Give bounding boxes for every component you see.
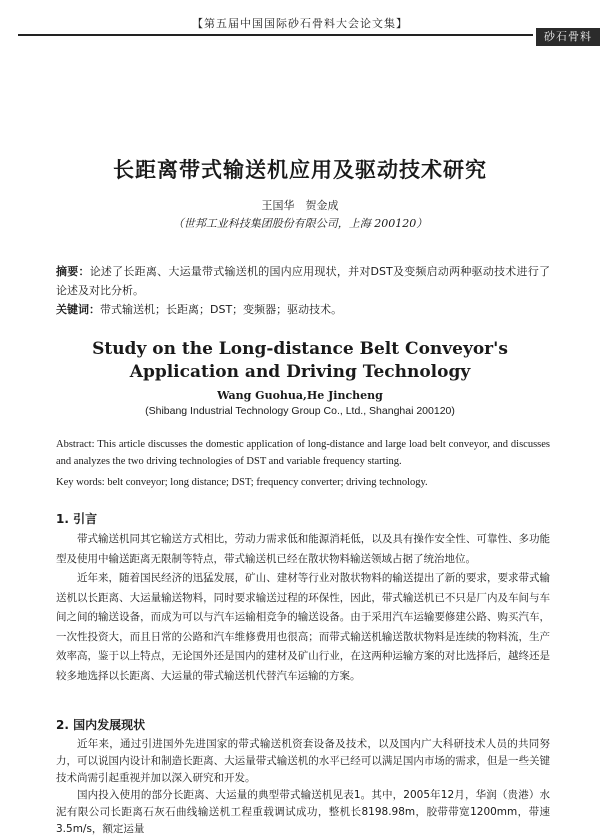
section-1-heading: 1. 引言 [56,512,98,526]
affiliation-en: (Shibang Industrial Technology Group Co., Ltd., Shanghai 200120) [145,405,455,417]
section-2-paragraph: 国内投入使用的部分长距离、大运量的典型带式输送机见表1。其中，2005年12月，华润（贵港）水泥有限公司长距离石灰石曲线输送机工程重载调试成功，整机长8198.98m，胶带带宽1200mm，带速3.5m/s，额定运量 [56,789,550,835]
abstract-cn [56,262,550,300]
abstract-en-label: Abstract: [56,439,95,450]
keywords-en-label: Key words: [56,477,105,488]
abstract-en [56,436,550,470]
section-1-paragraph: 带式输送机同其它输送方式相比，劳动力需求低和能源消耗低，以及具有操作安全性、可靠性、多功能型及使用中输送距离无限制等特点，带式输送机已经在散状物料输送领域占据了统治地位。 [56,533,550,565]
abstract-en-text: This article discusses the domestic application of long-distance and large load belt conveyor, and discusses and analyzes the two driving technologies of DST and variable frequency starting. [56,439,550,467]
abstract-cn-text: 论述了长距离、大运量带式输送机的国内应用现状，并对DST及变频启动两种驱动技术进行了论述及对比分析。 [56,265,550,297]
running-header: 【第五届中国国际砂石骨料大会论文集】 [192,17,408,30]
paper-title-cn: 长距离带式输送机应用及驱动技术研究 [113,158,487,182]
authors-en: Wang Guohua,He Jincheng [217,389,383,402]
section-2-paragraph: 近年来，通过引进国外先进国家的带式输送机资套设备及技术，以及国内广大科研技术人员的共同努力，可以说国内设计和制造长距离、大运量带式输送机的水平已经可以满足国内市场的需求，但是一些关键技术尚需引起重视并加以深入研究和开发。 [56,738,550,784]
keywords-en-text: belt conveyor; long distance; DST; frequency converter; driving technology. [107,477,428,488]
keywords-cn [56,300,550,319]
header-rule [18,34,533,36]
abstract-cn-label: 摘要： [56,265,90,278]
affiliation-cn: （世邦工业科技集团股份有限公司，上海 200120） [172,217,428,230]
keywords-en [56,474,550,491]
keywords-cn-label: 关键词： [56,303,100,316]
section-tag: 砂石骨料 [536,28,600,46]
keywords-cn-text: 带式输送机；长距离；DST；变频器；驱动技术。 [100,303,343,316]
section-2-heading: 2. 国内发展现状 [56,718,146,732]
section-1-body [56,530,550,686]
authors-cn: 王国华 贺金成 [261,199,339,212]
section-2-body [56,736,550,838]
section-1-paragraph: 近年来，随着国民经济的迅猛发展，矿山、建材等行业对散状物料的输送提出了新的要求，要求带式输送机以长距离、大运量输送物料，同时要求输送过程的环保性，因此，带式输送机已不只是厂内及车间与车间之间的输送设备，而成为可以与汽车运输相竞争的输送设备。由于采用汽车运输要修建公路、购买汽车，一次性投资大，而且日常的公路和汽车维修费用也很高；而带式输送机输送散状物料是连续的物料流，生产效率高，鉴于以上特点，无论国外还是国内的建材及矿山行业，在这两种运输方案的对比选择后，越终还是较多地选择以长距离、大运量的带式输送机代替汽车运输的方案。 [56,572,550,682]
paper-title-en: Study on the Long-distance Belt Conveyor's Application and Driving Technology [92,339,508,382]
